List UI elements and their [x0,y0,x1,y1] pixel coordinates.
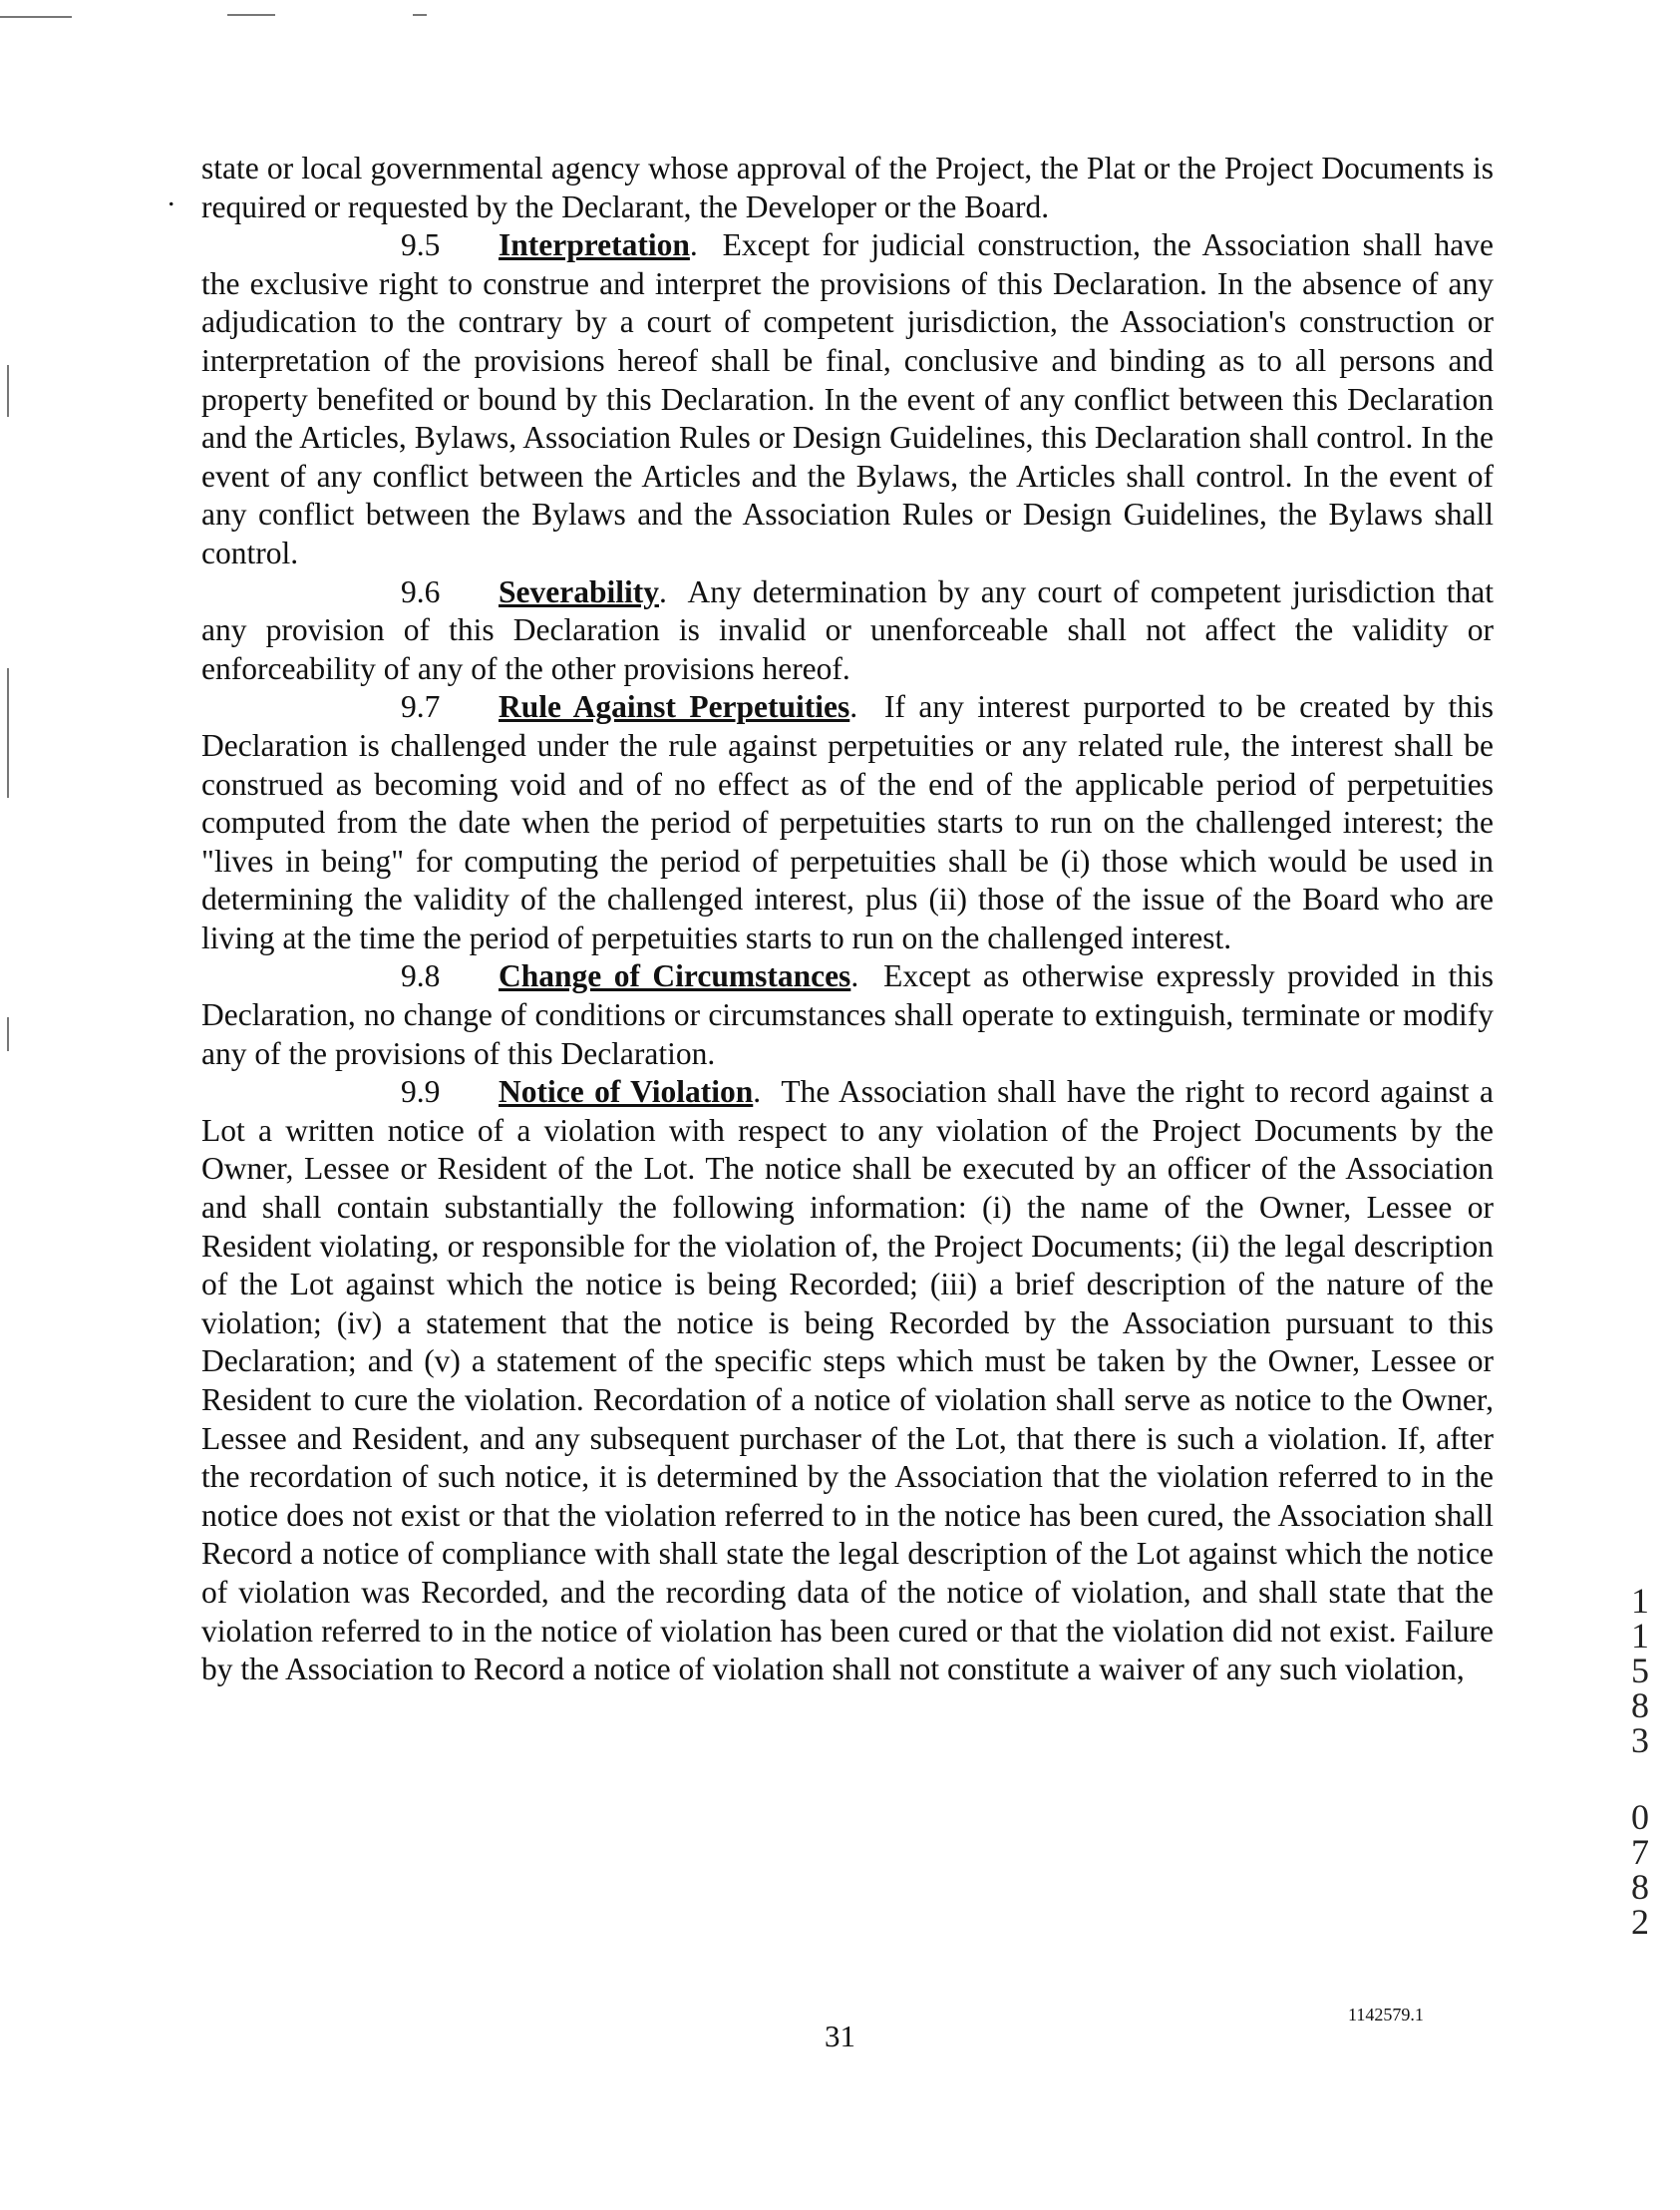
scan-mark-top-2 [227,14,275,16]
section-number: 9.7 [401,689,441,725]
section-number: 9.9 [401,1074,441,1110]
stamp-digit: 5 [1631,1651,1649,1690]
section-body: Except as otherwise expressly provided in this Declaration, no change of conditions or circumstances shall operate to extinguish, terminate or modify any of the provisions of this Declaration. [201,958,1494,1071]
heading-period: . [753,1074,762,1110]
section-9-8 [201,957,1494,1073]
heading-period: . [850,958,859,994]
heading-period: . [689,227,698,263]
scan-mark-top-1 [0,16,72,18]
section-number: 9.5 [401,227,441,263]
stamp-digit: 2 [1631,1902,1649,1942]
scan-mark-left-1 [7,365,9,417]
scan-mark-top-3 [413,14,427,16]
heading-period: . [849,689,858,725]
stamp-digit: 3 [1631,1720,1649,1760]
page-number: 31 [825,2019,855,2053]
section-9-7 [201,688,1494,957]
recording-stamp [1617,1581,1663,1942]
stamp-gap [1617,1758,1663,1800]
stamp-digit: 1 [1631,1581,1649,1621]
section-heading: Interpretation [499,227,690,263]
stamp-digit: 8 [1631,1867,1649,1907]
document-body [201,150,1494,1689]
section-heading: Notice of Violation [499,1074,754,1110]
scan-mark-left-2 [7,668,9,798]
margin-dot: . [168,180,175,212]
stamp-digit: 8 [1631,1685,1649,1725]
section-heading: Rule Against Perpetuities [499,689,850,725]
section-9-9 [201,1073,1494,1689]
stamp-digit: 0 [1631,1797,1649,1837]
section-number: 9.6 [401,573,441,609]
section-9-6 [201,573,1494,689]
section-number: 9.8 [401,958,441,994]
section-body: If any interest purported to be created by this Declaration is challenged under the rule against perpetuities or any related rule, the interest shall be construed as becoming void and of no effect as of the end of the applicable period of perpetuities computed from the date when the period of perpetuities starts to run on the challenged interest; the "lives in being" for computing the period of perpetuities shall be (i) those which would be used in determining the validity of the challenged interest, plus (ii) those of the issue of the Board who are living at the time the period of perpetuities starts to run on the challenged interest. [201,689,1494,955]
scan-mark-left-3 [7,1017,9,1051]
document-id: 1142579.1 [1348,2005,1424,2025]
section-body: The Association shall have the right to record against a Lot a written notice of a violation with respect to any violation of the Project Documents by the Owner, Lessee or Resident of the Lot. The notice shall be executed by an officer of the Association and shall contain substantially the following information: (i) the name of the Owner, Lessee or Resident violating, or responsible for the violation of, the Project Documents; (ii) the legal description of the Lot against which the notice is being Recorded; (iii) a brief description of the nature of the violation; (iv) a statement that the notice is being Recorded by the Association pursuant to this Declaration; and (v) a statement of the specific steps which must be taken by the Owner, Lessee or Resident to cure the violation. Recordation of a notice of violation shall serve as notice to the Owner, Lessee and Resident, and any subsequent purchaser of the Lot, that there is such a violation. If, after the recordation of such notice, it is determined by the Association that the violation referred to in the notice does not exist or that the violation referred to in the notice has been cured, the Association shall Record a notice of compliance with shall state the legal description of the Lot against which the notice of violation was Recorded, and the recording data of the notice of violation, and shall state that the violation referred to in the notice of violation has been cured or that the violation did not exist. Failure by the Association to Record a notice of violation shall not constitute a waiver of any such violation, [201,1074,1494,1687]
stamp-digit: 1 [1631,1616,1649,1656]
heading-period: . [658,573,667,609]
section-body: Except for judicial construction, the Association shall have the exclusive right to construe and interpret the provisions of this Declaration. In the absence of any adjudication to the contrary by a court of competent jurisdiction, the Association's construction or interpretation of the provisions hereof shall be final, conclusive and binding as to all persons and property benefited or bound by this Declaration. In the event of any conflict between this Declaration and the Articles, Bylaws, Association Rules or Design Guidelines, this Declaration shall control. In the event of any conflict between the Articles and the Bylaws, the Articles shall control. In the event of any conflict between the Bylaws and the Association Rules or Design Guidelines, the Bylaws shall control. [201,227,1495,570]
section-heading: Severability [499,573,659,609]
stamp-digit: 7 [1631,1832,1649,1872]
section-9-5 [201,226,1494,572]
opening-paragraph: state or local governmental agency whose approval of the Project, the Plat or the Project Documents is required or requested by the Declarant, the Developer or the Board. [201,151,1494,224]
section-body: Any determination by any court of competent jurisdiction that any provision of this Declaration is invalid or unenforceable shall not affect the validity or enforceability of any of the other provisions hereof. [201,573,1494,686]
section-heading: Change of Circumstances [499,958,851,994]
